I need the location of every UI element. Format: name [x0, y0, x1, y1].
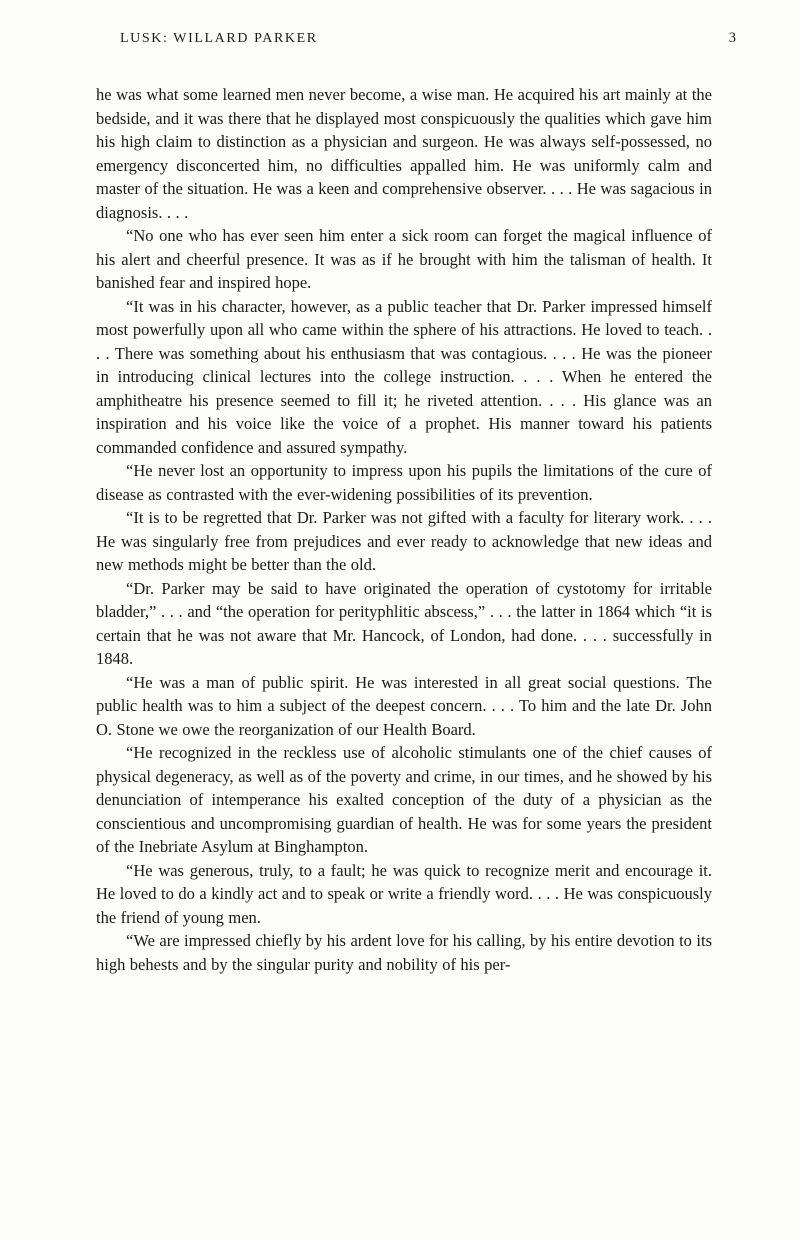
- paragraph: he was what some learned men never become, a wise man. He acquired his art mainly at the bedside, and it was there that he displayed most conspicuously the qualities which gave him his high claim to distinction as a physician and surgeon. He was always self-possessed, no emergency disconcerted him, no difficulties appalled him. He was uniformly calm and master of the situation. He was a keen and comprehensive observer. . . . He was sagacious in diagnosis. . . .: [96, 85, 712, 222]
- page-number: 3: [728, 30, 736, 46]
- paragraph: “No one who has ever seen him enter a sick room can forget the magical influence of his alert and cheerful presence. It was as if he brought with him the talisman of health. It banished fear and inspired hope.: [96, 226, 712, 292]
- body-text: [96, 83, 712, 976]
- paragraph: “Dr. Parker may be said to have originated the operation of cystotomy for irritable bladder,” . . . and “the operation for perityphlitic abscess,” . . . the latter in 1864 which “it is certain that he was not aware that Mr. Hancock, of London, had done. . . . successfully in 1848.: [96, 578, 712, 668]
- paragraph: “He recognized in the reckless use of alcoholic stimulants one of the chief causes of physical degeneracy, as well as of the poverty and crime, in our times, and he showed by his denunciation of intemperance his exalted conception of the duty of a physician as the conscientious and uncompromising guardian of health. He was for some years the president of the Inebriate Asylum at Binghampton.: [96, 743, 712, 856]
- paragraph: “It is to be regretted that Dr. Parker was not gifted with a faculty for literary work. . . . He was singularly free from prejudices and ever ready to acknowledge that new ideas and new methods might be better than the old.: [96, 508, 712, 574]
- running-head: [96, 30, 736, 47]
- paragraph: “He was generous, truly, to a fault; he was quick to recognize merit and encourage it. He loved to do a kindly act and to speak or write a friendly word. . . . He was conspicuously the friend of young men.: [96, 860, 712, 927]
- paragraph: “It was in his character, however, as a public teacher that Dr. Parker impressed himself most powerfully upon all who came within the sphere of his attractions. He loved to teach. . . . There was something about his enthusiasm that was contagious. . . . He was the pioneer in introducing clinical lectures into the college instruction. . . . When he entered the amphitheatre his presence seemed to fill it; he riveted attention. . . . His glance was an inspiration and his voice like the voice of a prophet. His manner toward his patients commanded confidence and assured sympathy.: [96, 296, 712, 457]
- paragraph: “He never lost an opportunity to impress upon his pupils the limitations of the cure of disease as contrasted with the ever-widening possibilities of its prevention.: [96, 461, 712, 504]
- paragraph: “He was a man of public spirit. He was interested in all great social questions. The public health was to him a subject of the deepest concern. . . . To him and the late Dr. John O. Stone we owe the reorganization of our Health Board.: [96, 672, 712, 739]
- running-head-title: LUSK: WILLARD PARKER: [120, 31, 318, 46]
- paragraph: “We are impressed chiefly by his ardent love for his calling, by his entire devotion to its high behests and by the singular purity and nobility of his per-: [96, 931, 712, 974]
